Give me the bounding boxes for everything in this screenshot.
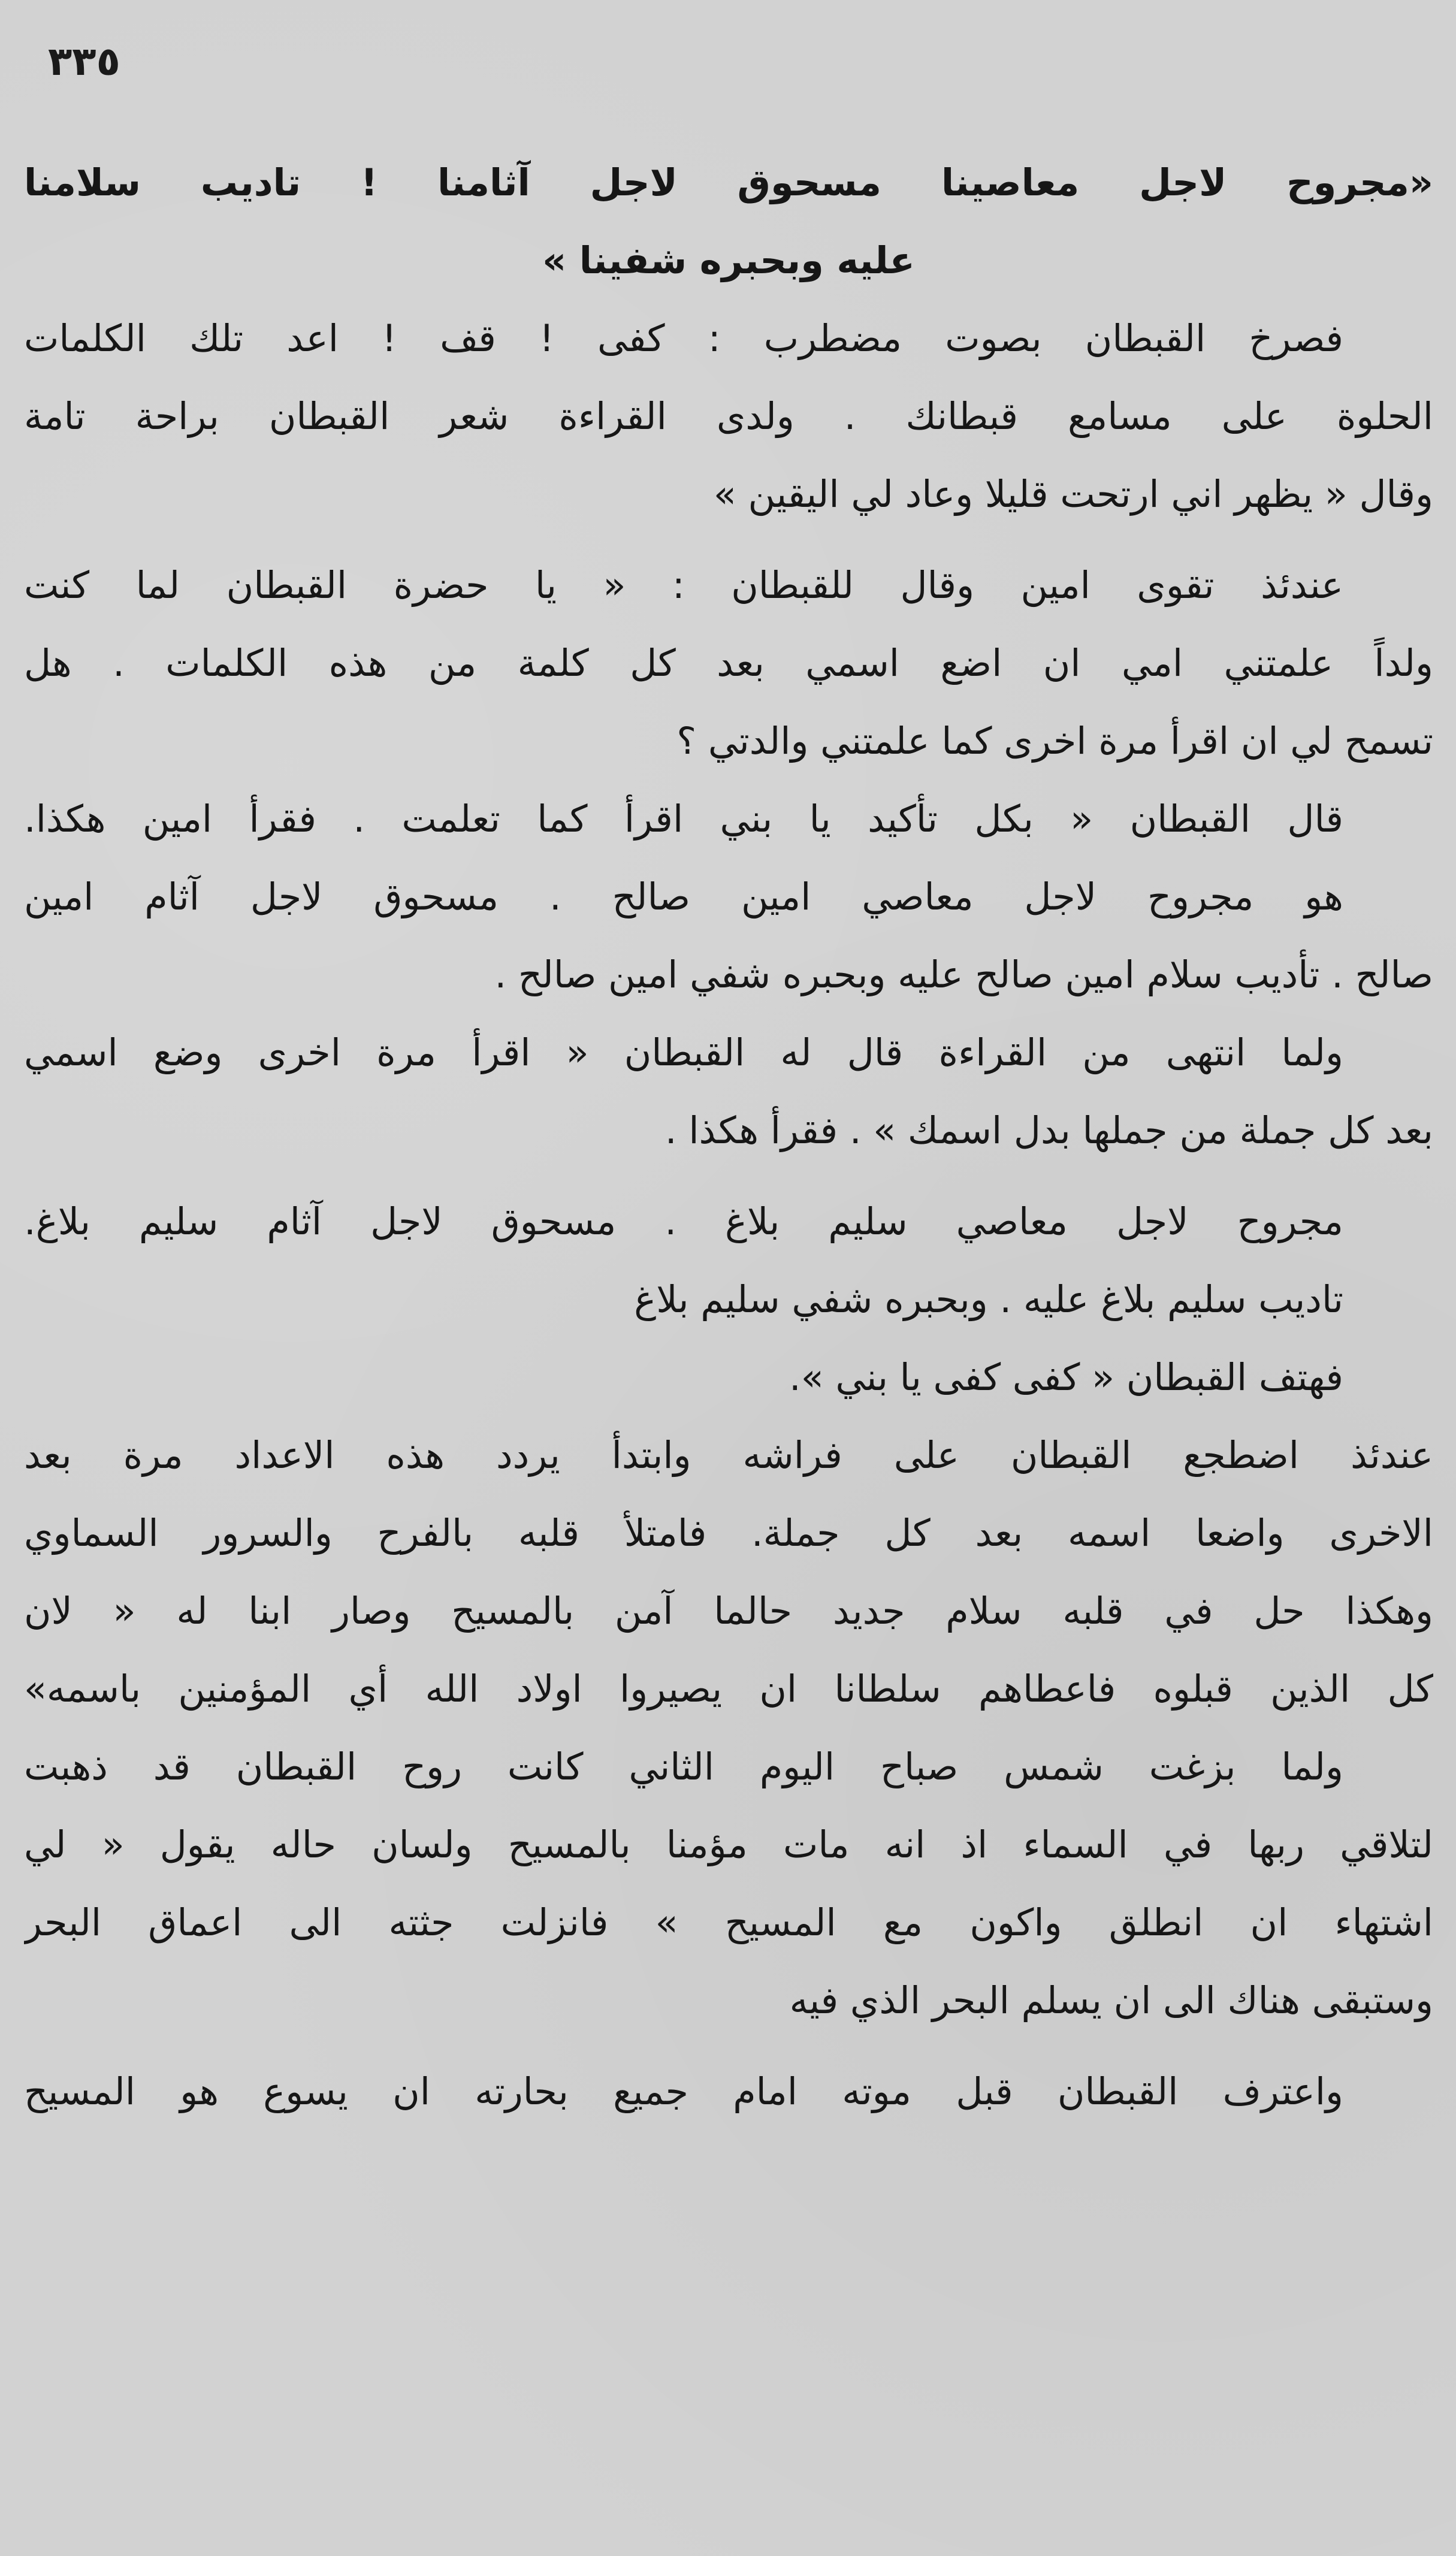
text-line: ولداً علمتني امي ان اضع اسمي بعد كل كلمة من هذه الكلمات . هل <box>24 641 1433 685</box>
text-line: فصرخ القبطان بصوت مضطرب : كفى ! قف ! اعد تلك الكلمات <box>24 316 1343 360</box>
paragraph-gap <box>24 1170 1433 1183</box>
text-line: الاخرى واضعا اسمه بعد كل جملة. فامتلأ قلبه بالفرح والسرور السماوي <box>24 1511 1433 1555</box>
page-text <box>24 144 1433 2131</box>
text-line: وقال « يظهر اني ارتحت قليلا وعاد لي اليقين » <box>713 472 1433 516</box>
text-line: عندئذ اضطجع القبطان على فراشه وابتدأ يردد هذه الاعداد مرة بعد <box>24 1433 1433 1477</box>
text-line: الحلوة على مسامع قبطانك . ولدى القراءة شعر القبطان براحة تامة <box>24 394 1433 438</box>
paragraph-gap <box>24 533 1433 546</box>
text-line: «مجروح لاجل معاصينا مسحوق لاجل آثامنا ! تاديب سلامنا <box>24 161 1433 204</box>
text-line: لتلاقي ربها في السماء اذ انه مات مؤمنا بالمسيح ولسان حاله يقول « لي <box>24 1823 1433 1866</box>
text-line: اشتهاء ان انطلق واكون مع المسيح » فانزلت جثته الى اعماق البحر <box>24 1901 1433 1944</box>
text-line: وستبقى هناك الى ان يسلم البحر الذي فيه <box>789 1978 1433 2022</box>
text-line: هو مجروح لاجل معاصي امين صالح . مسحوق لاجل آثام امين <box>24 875 1343 919</box>
text-line: قال القبطان « بكل تأكيد يا بني اقرأ كما تعلمت . فقرأ امين هكذا. <box>24 797 1343 841</box>
paragraph-gap <box>24 2040 1433 2053</box>
text-line: ولما بزغت شمس صباح اليوم الثاني كانت روح القبطان قد ذهبت <box>24 1745 1343 1788</box>
text-line: وهكذا حل في قلبه سلام جديد حالما آمن بالمسيح وصار ابنا له « لان <box>24 1589 1433 1633</box>
text-line: عندئذ تقوى امين وقال للقبطان : « يا حضرة القبطان لما كنت <box>24 563 1343 607</box>
page-number: ٣٣٥ <box>48 38 120 84</box>
text-line: بعد كل جملة من جملها بدل اسمك » . فقرأ هكذا . <box>664 1108 1433 1152</box>
text-line: كل الذين قبلوه فاعطاهم سلطانا ان يصيروا اولاد الله أي المؤمنين باسمه» <box>24 1667 1433 1711</box>
text-line: ولما انتهى من القراءة قال له القبطان « اقرأ مرة اخرى وضع اسمي <box>24 1031 1343 1074</box>
text-line: عليه وبحبره شفينا » <box>542 238 915 282</box>
text-line: تسمح لي ان اقرأ مرة اخرى كما علمتني والدتي ؟ <box>676 719 1433 763</box>
text-line: صالح . تأديب سلام امين صالح عليه وبحبره شفي امين صالح . <box>494 953 1433 996</box>
text-line: تاديب سليم بلاغ عليه . وبحبره شفي سليم بلاغ <box>634 1277 1343 1321</box>
text-line: مجروح لاجل معاصي سليم بلاغ . مسحوق لاجل آثام سليم بلاغ. <box>24 1200 1343 1243</box>
text-line: واعترف القبطان قبل موته امام جميع بحارته ان يسوع هو المسيح <box>24 2069 1343 2113</box>
text-line: فهتف القبطان « كفى كفى يا بني ». <box>789 1355 1343 1399</box>
